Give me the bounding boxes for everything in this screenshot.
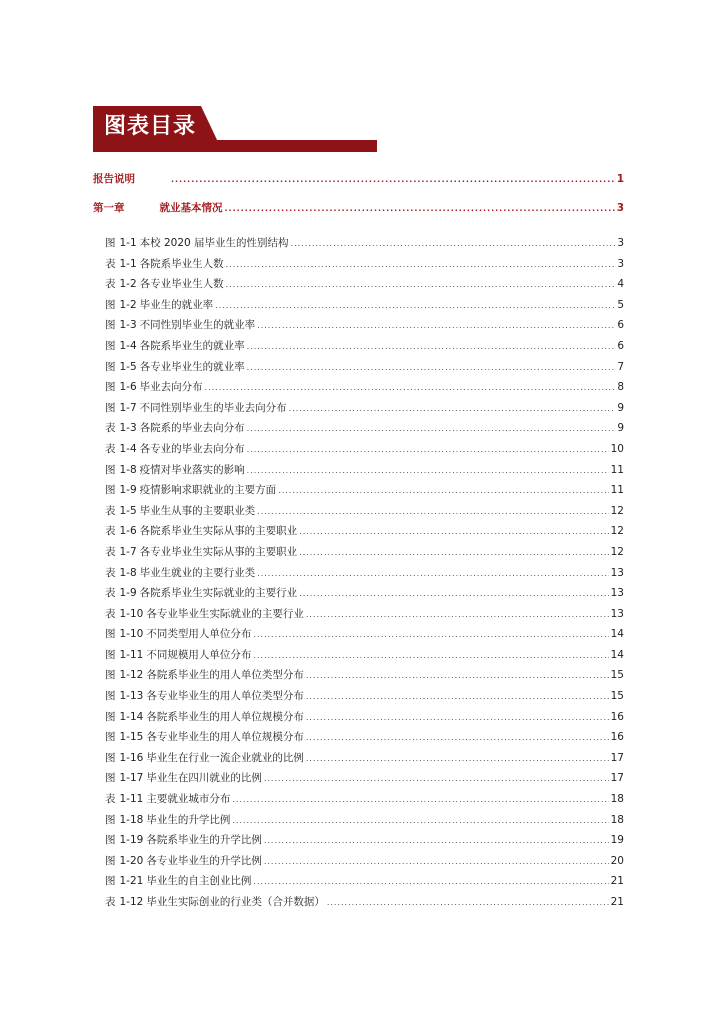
toc-leader-dots xyxy=(299,527,608,536)
toc-entry-kind: 表 xyxy=(105,566,116,579)
toc-chapter-label: 第一章 xyxy=(93,202,125,214)
toc-entry-title: 各院系毕业生实际就业的主要行业 xyxy=(139,587,298,600)
toc-entry[interactable] xyxy=(93,791,624,812)
toc-entry-kind: 图 xyxy=(105,648,116,661)
toc-page-number: 11 xyxy=(610,484,624,497)
toc-entry-kind: 图 xyxy=(105,669,116,682)
toc-entry[interactable] xyxy=(93,338,624,359)
toc-page-number: 8 xyxy=(617,381,624,394)
toc-entry[interactable] xyxy=(93,276,624,297)
toc-page-number: 3 xyxy=(617,237,624,249)
page-title: 图表目录 xyxy=(104,114,197,139)
toc-entry[interactable] xyxy=(93,729,624,750)
toc-leader-dots xyxy=(306,692,609,701)
toc-leader-dots xyxy=(306,754,609,763)
toc-page-number: 3 xyxy=(617,257,624,270)
toc-entry-kind: 图 xyxy=(105,875,116,888)
toc-page-number: 9 xyxy=(617,422,624,435)
toc-page-number: 21 xyxy=(610,896,624,908)
toc-entry-kind: 表 xyxy=(105,442,116,455)
toc-entry-number: 1-5 xyxy=(119,504,137,517)
toc-entry-number: 1-8 xyxy=(119,463,137,476)
toc-entry-kind: 表 xyxy=(105,793,116,806)
toc-entry-title: 各专业毕业生的用人单位类型分布 xyxy=(146,690,304,703)
toc-entry-kind: 图 xyxy=(105,360,116,373)
toc-entry-number: 1-2 xyxy=(119,278,137,291)
toc-entry-number: 1-17 xyxy=(119,772,144,785)
toc-leader-dots xyxy=(253,630,608,639)
toc-leader-dots xyxy=(226,260,616,269)
toc-entry[interactable] xyxy=(93,359,624,380)
toc-chapter-title: 就业基本情况 xyxy=(159,202,223,214)
toc-page-number: 20 xyxy=(610,854,624,867)
toc-entry[interactable] xyxy=(93,482,624,503)
toc-page-number: 11 xyxy=(610,463,624,476)
toc-page-number: 15 xyxy=(610,669,624,682)
toc-leader-dots xyxy=(215,301,615,310)
toc-leader-dots xyxy=(247,342,616,351)
toc-entry[interactable] xyxy=(93,606,624,627)
toc-entry[interactable] xyxy=(93,544,624,565)
toc-entry-kind: 图 xyxy=(105,339,116,352)
toc-entry-number: 1-4 xyxy=(119,339,137,352)
toc-entry[interactable] xyxy=(93,297,624,318)
toc-entry[interactable] xyxy=(93,256,624,277)
toc-entry[interactable] xyxy=(93,688,624,709)
toc-entry-number: 1-8 xyxy=(119,566,137,579)
toc-entry-kind: 图 xyxy=(105,690,116,703)
toc-leader-dots xyxy=(205,383,616,392)
toc-entry-title: 毕业生的升学比例 xyxy=(146,813,231,826)
toc-entry-kind: 表 xyxy=(105,587,116,600)
toc-entry[interactable] xyxy=(93,667,624,688)
toc-entry-title: 各院系毕业生实际从事的主要职业 xyxy=(139,525,298,538)
toc-entry[interactable] xyxy=(93,853,624,874)
toc-entry-kind: 表 xyxy=(105,607,116,620)
toc-entry-kind: 图 xyxy=(105,751,116,764)
toc-entry-number: 1-13 xyxy=(119,690,144,703)
toc-entry-number: 1-4 xyxy=(119,442,137,455)
toc-leader-dots xyxy=(291,239,616,248)
toc-entry-kind: 图 xyxy=(105,772,116,785)
toc-entry-number: 1-18 xyxy=(119,813,144,826)
toc-page-number: 21 xyxy=(610,875,624,888)
toc-entry-title: 毕业生的自主创业比例 xyxy=(146,875,252,888)
toc-entry-number: 1-9 xyxy=(119,587,137,600)
toc-entry[interactable] xyxy=(93,750,624,771)
toc-entry[interactable] xyxy=(93,894,624,915)
toc-entry-title: 本校 2020 届毕业生的性别结构 xyxy=(139,237,289,249)
toc-entry-title: 不同性别毕业生的毕业去向分布 xyxy=(139,401,287,414)
toc-entry[interactable] xyxy=(93,523,624,544)
toc-entry-number: 1-2 xyxy=(119,298,137,311)
toc-entry-kind: 图 xyxy=(105,834,116,847)
toc-entry[interactable] xyxy=(93,585,624,606)
toc-entry-number: 1-12 xyxy=(119,669,144,682)
toc-leader-dots xyxy=(232,816,608,825)
toc-entry-kind: 表 xyxy=(105,422,116,435)
toc-entry-kind: 表 xyxy=(105,525,116,538)
toc-page-number: 1 xyxy=(616,173,624,185)
toc-entry-title: 各院系的毕业去向分布 xyxy=(139,422,245,435)
toc-leader-dots xyxy=(306,713,609,722)
toc-entry-number: 1-10 xyxy=(119,607,144,620)
toc-leader-dots xyxy=(226,280,616,289)
toc-entry[interactable] xyxy=(93,441,624,462)
toc-entry-number: 1-19 xyxy=(119,834,144,847)
toc-leader-dots xyxy=(306,671,609,680)
toc-entry[interactable] xyxy=(93,400,624,421)
toc-leader-dots xyxy=(278,486,608,495)
toc-section-chapter-1[interactable] xyxy=(93,200,624,229)
toc-leader-dots xyxy=(306,733,609,742)
toc-entry-number: 1-10 xyxy=(119,628,144,641)
toc-page-number: 12 xyxy=(610,545,624,558)
toc-leader-dots xyxy=(253,877,608,886)
toc-entry[interactable] xyxy=(93,503,624,524)
toc-entry-number: 1-9 xyxy=(119,484,137,497)
toc-leader-dots xyxy=(247,424,616,433)
toc-entry-title: 毕业生在四川就业的比例 xyxy=(146,772,262,785)
toc-entry-number: 1-5 xyxy=(119,360,137,373)
toc-leader-dots xyxy=(299,548,608,557)
toc-entry-kind: 图 xyxy=(105,319,116,332)
toc-page-number: 18 xyxy=(610,793,624,806)
toc-entry[interactable] xyxy=(93,770,624,791)
toc-entry-number: 1-1 xyxy=(119,257,137,270)
toc-entry-kind: 图 xyxy=(105,628,116,641)
toc-page-number: 9 xyxy=(617,401,624,414)
toc-entry-title: 不同性别毕业生的就业率 xyxy=(139,319,256,332)
toc-page-number: 13 xyxy=(610,587,624,600)
toc-section-report-notes[interactable] xyxy=(93,171,624,200)
banner-underline-bar xyxy=(93,140,377,152)
toc-entry-title: 各专业毕业生的用人单位规模分布 xyxy=(146,731,304,744)
toc-entry-title: 各院系毕业生的就业率 xyxy=(139,339,245,352)
toc-entry-title: 不同规模用人单位分布 xyxy=(146,648,252,661)
toc-entry-title: 各专业毕业生实际就业的主要行业 xyxy=(146,607,304,620)
toc-entry-number: 1-12 xyxy=(119,896,144,908)
toc-page-number: 12 xyxy=(610,504,624,517)
toc-entry-number: 1-11 xyxy=(119,793,144,806)
toc-entry[interactable] xyxy=(93,647,624,668)
toc-page-number: 10 xyxy=(610,442,624,455)
toc-entry-kind: 图 xyxy=(105,298,116,311)
toc-entry-title: 各专业毕业生实际从事的主要职业 xyxy=(139,545,298,558)
toc-page-number: 12 xyxy=(610,525,624,538)
toc-entry-title: 毕业去向分布 xyxy=(139,381,203,394)
toc-entry-number: 1-7 xyxy=(119,545,137,558)
toc-entry-number: 1-21 xyxy=(119,875,144,888)
toc-page-number: 4 xyxy=(617,278,624,291)
toc-entry-number: 1-11 xyxy=(119,648,144,661)
toc-entry[interactable] xyxy=(93,709,624,730)
toc-entry-number: 1-20 xyxy=(119,854,144,867)
toc-entry-kind: 表 xyxy=(105,278,116,291)
toc-page-number: 16 xyxy=(610,710,624,723)
toc-entry-title: 毕业生在行业一流企业就业的比例 xyxy=(146,751,304,764)
toc-entry-kind: 图 xyxy=(105,484,116,497)
toc-entry-kind: 表 xyxy=(105,545,116,558)
toc-entry-number: 1-1 xyxy=(119,237,137,249)
toc-leader-dots xyxy=(253,651,608,660)
toc-leader-dots xyxy=(306,610,609,619)
toc-page-number: 6 xyxy=(617,339,624,352)
toc-leader-dots xyxy=(247,445,609,454)
toc-leader-dots xyxy=(289,404,616,413)
toc-entry-kind: 图 xyxy=(105,237,116,249)
toc-entry[interactable] xyxy=(93,832,624,853)
toc-page-number: 13 xyxy=(610,566,624,579)
toc-leader-dots xyxy=(257,321,615,330)
toc-entry[interactable] xyxy=(93,873,624,894)
table-of-contents xyxy=(93,171,624,915)
toc-entry-title: 各专业毕业生的升学比例 xyxy=(146,854,262,867)
toc-entry-number: 1-3 xyxy=(119,319,137,332)
toc-entry[interactable] xyxy=(93,235,624,256)
toc-page-number: 14 xyxy=(610,628,624,641)
toc-page-number: 17 xyxy=(610,751,624,764)
toc-entry-number: 1-6 xyxy=(119,525,137,538)
toc-entry-title: 各院系毕业生的用人单位类型分布 xyxy=(146,669,304,682)
title-banner xyxy=(93,106,377,153)
toc-entry-title: 毕业生从事的主要职业类 xyxy=(139,504,256,517)
toc-leader-dots xyxy=(299,589,608,598)
toc-page-number: 6 xyxy=(617,319,624,332)
toc-leader-dots xyxy=(171,175,615,184)
toc-entry-title: 各院系毕业生的升学比例 xyxy=(146,834,262,847)
toc-leader-dots xyxy=(264,836,609,845)
toc-leader-dots xyxy=(247,363,616,372)
toc-entry-kind: 图 xyxy=(105,463,116,476)
toc-page-number: 3 xyxy=(616,202,624,214)
toc-entry-kind: 表 xyxy=(105,504,116,517)
toc-entry-title: 毕业生的就业率 xyxy=(139,298,214,311)
toc-entry-title: 不同类型用人单位分布 xyxy=(146,628,252,641)
toc-page-number: 16 xyxy=(610,731,624,744)
toc-entry-title: 各专业毕业生的就业率 xyxy=(139,360,245,373)
toc-entry-title: 毕业生实际创业的行业类（合并数据） xyxy=(146,896,325,908)
toc-page-number: 7 xyxy=(617,360,624,373)
toc-leader-dots xyxy=(225,204,615,213)
toc-page-number: 15 xyxy=(610,690,624,703)
toc-entry[interactable] xyxy=(93,462,624,483)
toc-page-number: 17 xyxy=(610,772,624,785)
toc-leader-dots xyxy=(264,857,609,866)
toc-entry[interactable] xyxy=(93,626,624,647)
toc-entry[interactable] xyxy=(93,379,624,400)
toc-entry-title: 各院系毕业生人数 xyxy=(139,257,224,270)
toc-entry[interactable] xyxy=(93,565,624,586)
toc-page-number: 14 xyxy=(610,648,624,661)
toc-page-number: 5 xyxy=(617,298,624,311)
toc-entry-kind: 表 xyxy=(105,896,116,908)
toc-entry-number: 1-6 xyxy=(119,381,137,394)
toc-entry-kind: 图 xyxy=(105,854,116,867)
toc-entry-title: 各院系毕业生的用人单位规模分布 xyxy=(146,710,304,723)
toc-entry-kind: 图 xyxy=(105,813,116,826)
toc-page-number: 13 xyxy=(610,607,624,620)
toc-entry-number: 1-7 xyxy=(119,401,137,414)
toc-leader-dots xyxy=(247,466,609,475)
toc-entry-title: 各专业的毕业去向分布 xyxy=(139,442,245,455)
toc-entry-title: 毕业生就业的主要行业类 xyxy=(139,566,256,579)
toc-section-label: 报告说明 xyxy=(93,173,135,185)
toc-entry-title: 各专业毕业生人数 xyxy=(139,278,224,291)
toc-entry-kind: 图 xyxy=(105,710,116,723)
toc-entry-kind: 图 xyxy=(105,731,116,744)
toc-leader-dots xyxy=(257,507,608,516)
toc-entry-title: 疫情影响求职就业的主要方面 xyxy=(139,484,277,497)
toc-entry-number: 1-14 xyxy=(119,710,144,723)
toc-entry[interactable] xyxy=(93,317,624,338)
toc-page-number: 19 xyxy=(610,834,624,847)
toc-entry-kind: 表 xyxy=(105,257,116,270)
toc-entry[interactable] xyxy=(93,420,624,441)
toc-entry-kind: 图 xyxy=(105,381,116,394)
toc-leader-dots xyxy=(327,898,609,907)
toc-leader-dots xyxy=(232,795,608,804)
toc-page-number: 18 xyxy=(610,813,624,826)
toc-entry[interactable] xyxy=(93,812,624,833)
toc-leader-dots xyxy=(264,774,609,783)
toc-entry-list xyxy=(93,235,624,915)
toc-entry-title: 疫情对毕业落实的影响 xyxy=(139,463,245,476)
toc-entry-number: 1-16 xyxy=(119,751,144,764)
toc-entry-title: 主要就业城市分布 xyxy=(146,793,231,806)
toc-leader-dots xyxy=(257,569,608,578)
toc-entry-kind: 图 xyxy=(105,401,116,414)
toc-entry-number: 1-3 xyxy=(119,422,137,435)
toc-entry-number: 1-15 xyxy=(119,731,144,744)
